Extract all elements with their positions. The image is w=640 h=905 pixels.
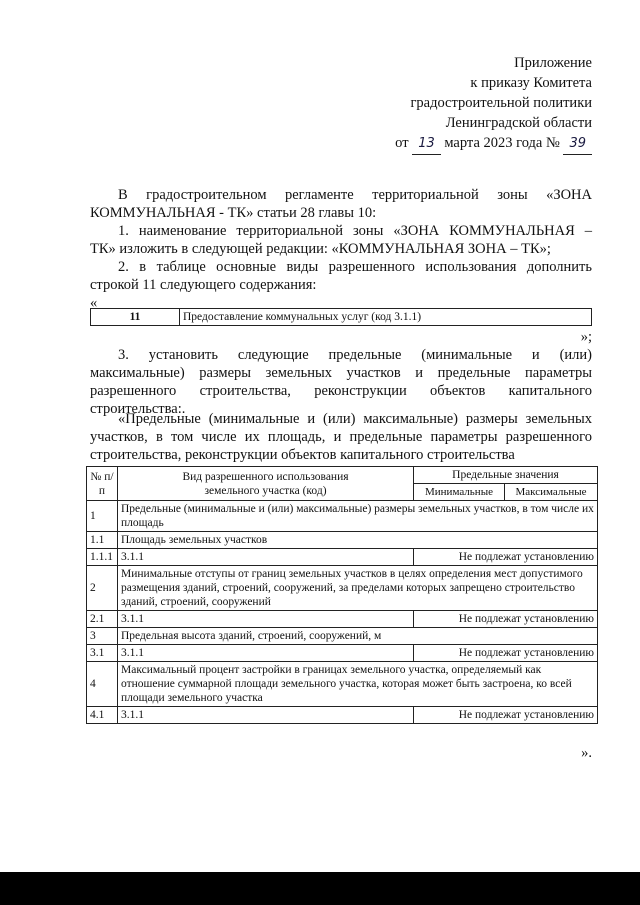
row-text: Площадь земельных участков <box>118 532 598 549</box>
header-line-4: Ленинградской области <box>445 115 592 131</box>
table-row <box>87 645 598 662</box>
intro-block <box>90 186 592 312</box>
handwritten-number: 39 <box>563 134 592 155</box>
header-num: № п/п <box>87 467 118 501</box>
close-quote-2: ». <box>581 745 592 761</box>
row-num: 4.1 <box>87 707 118 724</box>
table-row <box>87 628 598 645</box>
row-text: Предоставление коммунальных услуг (код 3.1.1) <box>180 309 592 326</box>
header-line-1: Приложение <box>514 55 592 71</box>
quote-line-3: строительства, реконструкции объектов капитального строительства <box>90 447 515 463</box>
scan-bottom-border <box>0 872 640 905</box>
row-num: 1.1 <box>87 532 118 549</box>
row-code: 3.1.1 <box>118 645 414 662</box>
row-value: Не подлежат установлению <box>414 645 598 662</box>
table-header-row <box>87 467 598 484</box>
handwritten-day: 13 <box>412 134 441 155</box>
date-prefix: от <box>395 135 409 151</box>
header-max: Максимальные <box>505 484 598 501</box>
point2-line-1: 2. в таблице основные виды разрешенного использования дополнить <box>118 259 592 275</box>
date-mid: марта 2023 года № <box>444 135 560 151</box>
intro-line-1: В градостроительном регламенте территориальной зоны «ЗОНА <box>118 187 592 203</box>
header-line-3: градостроительной политики <box>410 95 592 111</box>
header-kind <box>118 467 414 501</box>
row-number: 11 <box>91 309 180 326</box>
table-row <box>87 611 598 628</box>
row-value: Не подлежат установлению <box>414 611 598 628</box>
point3-line-2: максимальные) размеры земельных участков и предельные параметры <box>90 365 592 381</box>
point3-line-1: 3. установить следующие предельные (минимальные и (или) <box>118 347 592 363</box>
point3-line-3: разрешенного строительства, реконструкции объектов капитального <box>90 383 592 399</box>
quote-block <box>90 410 592 464</box>
table-row <box>91 309 592 326</box>
header-date-line <box>395 133 592 155</box>
intro-line-2: КОММУНАЛЬНАЯ - ТК» статьи 28 главы 10: <box>90 205 377 221</box>
point3-block <box>90 346 592 418</box>
table-row <box>87 549 598 566</box>
table-row <box>87 566 598 611</box>
row-value: Не подлежат установлению <box>414 707 598 724</box>
added-row-table <box>90 308 592 326</box>
row-num: 4 <box>87 662 118 707</box>
point3-line-4: строительства:. <box>90 401 186 417</box>
row-num: 3.1 <box>87 645 118 662</box>
appendix-header <box>395 53 592 155</box>
header-limits: Предельные значения <box>414 467 598 484</box>
point2-line-2: строкой 11 следующего содержания: <box>90 277 317 293</box>
row-text: Предельная высота зданий, строений, сооружений, м <box>118 628 598 645</box>
row-num: 2 <box>87 566 118 611</box>
row-num: 1.1.1 <box>87 549 118 566</box>
quote-line-1: «Предельные (минимальные и (или) максимальные) размеры земельных <box>118 411 592 427</box>
quote-line-2: участков, в том числе их площадь, и предельные параметры разрешенного <box>90 429 592 445</box>
limits-table <box>86 466 598 724</box>
table-row <box>87 501 598 532</box>
row-text: Предельные (минимальные и (или) максимальные) размеры земельных участков, в том числе их площадь <box>118 501 598 532</box>
row-text: Минимальные отступы от границ земельных участков в целях определения мест допустимого размещения зданий, строений, сооружений, за пределами которых запрещено строительство зданий, строений, сооружений <box>118 566 598 611</box>
row-code: 3.1.1 <box>118 549 414 566</box>
point1-line-2: ТК» изложить в следующей редакции: «КОММУНАЛЬНАЯ ЗОНА – ТК»; <box>90 241 551 257</box>
header-line-2: к приказу Комитета <box>470 75 592 91</box>
open-quote: « <box>90 295 98 311</box>
row-num: 2.1 <box>87 611 118 628</box>
row-value: Не подлежат установлению <box>414 549 598 566</box>
row-num: 3 <box>87 628 118 645</box>
row-num: 1 <box>87 501 118 532</box>
header-kind-line-2: земельного участка (код) <box>204 484 327 497</box>
row-code: 3.1.1 <box>118 611 414 628</box>
table-row <box>87 662 598 707</box>
header-min: Минимальные <box>414 484 505 501</box>
table-row <box>87 707 598 724</box>
point1-line-1: 1. наименование территориальной зоны «ЗОНА КОММУНАЛЬНАЯ – <box>118 223 592 239</box>
row-code: 3.1.1 <box>118 707 414 724</box>
table-row <box>87 532 598 549</box>
row-text: Максимальный процент застройки в границах земельного участка, определяемый как отношение суммарной площади земельного участка, которая может быть застроена, ко всей площади земельного участка <box>118 662 598 707</box>
header-kind-line-1: Вид разрешенного использования <box>182 470 349 483</box>
close-quote-1: »; <box>580 329 592 345</box>
